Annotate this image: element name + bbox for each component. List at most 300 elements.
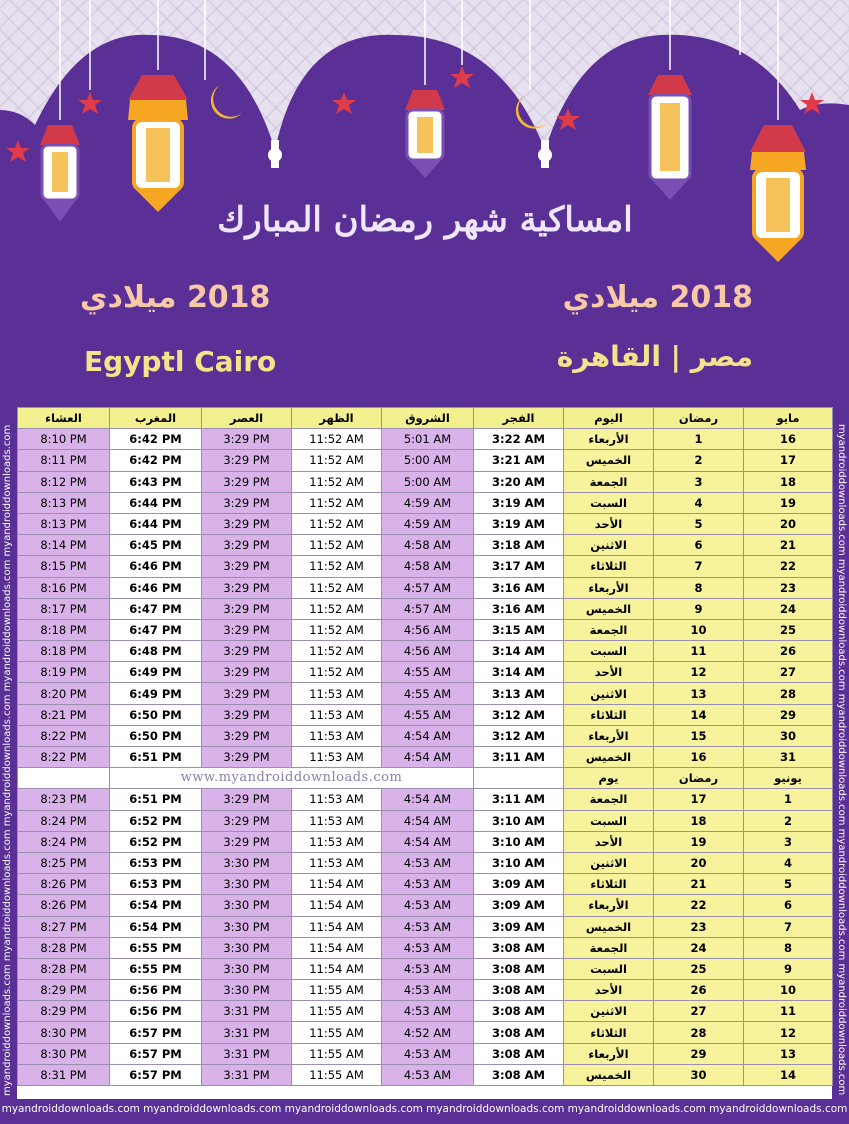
year-right: 2018 ميلادي: [562, 280, 753, 315]
table-cell: 4:53 AM: [382, 1001, 474, 1022]
table-cell: 11:52 AM: [292, 513, 382, 534]
table-cell: 8:25 PM: [18, 852, 110, 873]
table-cell: 3:31 PM: [202, 1022, 292, 1043]
table-cell: 11:52 AM: [292, 577, 382, 598]
table-cell: 8:24 PM: [18, 831, 110, 852]
table-cell: 3:11 AM: [474, 747, 564, 768]
table-cell: 11:53 AM: [292, 810, 382, 831]
table-cell: 3:29 PM: [202, 683, 292, 704]
table-cell: 8:24 PM: [18, 810, 110, 831]
table-cell: 3:10 AM: [474, 810, 564, 831]
table-cell: الأحد: [564, 662, 654, 683]
table-cell: 5: [744, 874, 833, 895]
table-cell: 4:55 AM: [382, 662, 474, 683]
june-header-row: [18, 768, 833, 789]
table-cell: 4:54 AM: [382, 831, 474, 852]
table-cell: الجمعة: [564, 471, 654, 492]
table-row: [18, 598, 833, 619]
table-cell: الثلاثاء: [564, 874, 654, 895]
table-row: [18, 1064, 833, 1085]
bottom-watermark-text: myandroiddownloads.com: [284, 1103, 423, 1115]
table-cell: 20: [744, 513, 833, 534]
table-cell: 5:00 AM: [382, 450, 474, 471]
table-cell: 3:19 AM: [474, 513, 564, 534]
table-cell: 3:30 PM: [202, 852, 292, 873]
table-cell: 8:11 PM: [18, 450, 110, 471]
column-header: العصر: [202, 408, 292, 429]
table-cell: 6:46 PM: [110, 556, 202, 577]
table-cell: الجمعة: [564, 937, 654, 958]
table-cell: 20: [654, 852, 744, 873]
table-cell: 6: [744, 895, 833, 916]
table-cell: 4:59 AM: [382, 492, 474, 513]
table-cell: 3:08 AM: [474, 1064, 564, 1085]
table-cell: 3:29 PM: [202, 619, 292, 640]
table-cell: 3:29 PM: [202, 513, 292, 534]
table-row: [18, 980, 833, 1001]
table-cell: 6:44 PM: [110, 513, 202, 534]
table-cell: 4:58 AM: [382, 556, 474, 577]
table-cell: 6:44 PM: [110, 492, 202, 513]
table-cell: 6:48 PM: [110, 641, 202, 662]
table-cell: 22: [744, 556, 833, 577]
table-cell: 4:53 AM: [382, 874, 474, 895]
table-cell: 6:43 PM: [110, 471, 202, 492]
table-cell: 6:54 PM: [110, 895, 202, 916]
table-cell: 4:56 AM: [382, 641, 474, 662]
table-cell: 23: [744, 577, 833, 598]
table-cell: 3:30 PM: [202, 895, 292, 916]
table-cell: 11:53 AM: [292, 789, 382, 810]
table-cell: 11:54 AM: [292, 937, 382, 958]
table-cell: 4:54 AM: [382, 810, 474, 831]
table-cell: 4:53 AM: [382, 916, 474, 937]
center-watermark: www.myandroiddownloads.com: [110, 768, 474, 789]
lantern-icon: [128, 75, 188, 212]
table-cell: 3:20 AM: [474, 471, 564, 492]
column-header: العشاء: [18, 408, 110, 429]
table-row: [18, 556, 833, 577]
table-cell: 4:53 AM: [382, 1064, 474, 1085]
table-cell: 5: [654, 513, 744, 534]
table-cell: 3:30 PM: [202, 874, 292, 895]
table-cell: الأحد: [564, 980, 654, 1001]
table-cell: 6:42 PM: [110, 450, 202, 471]
table-cell: 3:08 AM: [474, 958, 564, 979]
bottom-watermark-text: myandroiddownloads.com: [426, 1103, 565, 1115]
table-cell: 27: [744, 662, 833, 683]
table-cell: 6:53 PM: [110, 874, 202, 895]
table-cell: 8:30 PM: [18, 1043, 110, 1064]
table-cell: 3:09 AM: [474, 916, 564, 937]
table-cell: 7: [654, 556, 744, 577]
table-cell: 11:52 AM: [292, 619, 382, 640]
column-header: يونيو: [744, 768, 833, 789]
table-cell: 11:52 AM: [292, 556, 382, 577]
table-cell: 3:30 PM: [202, 916, 292, 937]
table-cell: 23: [654, 916, 744, 937]
city-arabic: مصر | القاهرة: [556, 340, 753, 373]
table-cell: 31: [744, 747, 833, 768]
table-cell: 25: [654, 958, 744, 979]
table-cell: السبت: [564, 641, 654, 662]
table-row: [18, 725, 833, 746]
table-cell: 29: [744, 704, 833, 725]
table-row: [18, 1043, 833, 1064]
table-row: [18, 852, 833, 873]
table-cell: 6:52 PM: [110, 810, 202, 831]
table-cell: 3:31 PM: [202, 1064, 292, 1085]
table-cell: 5:01 AM: [382, 429, 474, 450]
table-cell: 4:54 AM: [382, 789, 474, 810]
table-cell: 16: [654, 747, 744, 768]
table-cell: 12: [654, 662, 744, 683]
table-cell: الأربعاء: [564, 895, 654, 916]
table-cell: 3:29 PM: [202, 789, 292, 810]
table-cell: الأحد: [564, 831, 654, 852]
table-cell: 16: [744, 429, 833, 450]
bottom-watermark: [0, 1103, 849, 1119]
table-cell: 6:51 PM: [110, 747, 202, 768]
table-cell: 8:15 PM: [18, 556, 110, 577]
table-cell: 25: [744, 619, 833, 640]
table-cell: 11:54 AM: [292, 916, 382, 937]
prayer-times-table: [17, 407, 833, 1086]
table-cell: 3:21 AM: [474, 450, 564, 471]
side-watermark-right: myandroiddownloads.com myandroiddownloads.com myandroiddownloads.com myandroiddownloads.com myandroiddownloads.com: [836, 424, 847, 1096]
table-cell: 8:13 PM: [18, 492, 110, 513]
bottom-watermark-text: myandroiddownloads.com: [567, 1103, 706, 1115]
table-row: [18, 471, 833, 492]
table-cell: 6:57 PM: [110, 1064, 202, 1085]
table-cell: 28: [744, 683, 833, 704]
column-header: [18, 768, 110, 789]
table-cell: 4:53 AM: [382, 958, 474, 979]
table-cell: 6:57 PM: [110, 1022, 202, 1043]
table-cell: 6:49 PM: [110, 683, 202, 704]
table-cell: 6:56 PM: [110, 980, 202, 1001]
table-cell: 3:14 AM: [474, 641, 564, 662]
table-cell: 4:53 AM: [382, 937, 474, 958]
table-cell: 3:11 AM: [474, 789, 564, 810]
table-row: [18, 747, 833, 768]
table-row: [18, 641, 833, 662]
table-cell: 11:53 AM: [292, 725, 382, 746]
table-cell: 8:23 PM: [18, 789, 110, 810]
table-row: [18, 662, 833, 683]
column-header: المغرب: [110, 408, 202, 429]
table-cell: 11:52 AM: [292, 641, 382, 662]
table-row: [18, 874, 833, 895]
table-cell: الاثنين: [564, 852, 654, 873]
table-cell: 11:52 AM: [292, 492, 382, 513]
table-cell: 8:27 PM: [18, 916, 110, 937]
table-cell: 3:22 AM: [474, 429, 564, 450]
table-row: [18, 895, 833, 916]
table-cell: 3:29 PM: [202, 556, 292, 577]
table-cell: 11:55 AM: [292, 1001, 382, 1022]
table-cell: 3:31 PM: [202, 1001, 292, 1022]
table-row: [18, 535, 833, 556]
lantern-icon: [40, 125, 80, 222]
table-cell: 6:42 PM: [110, 429, 202, 450]
table-cell: 3:13 AM: [474, 683, 564, 704]
table-cell: 10: [654, 619, 744, 640]
table-cell: 4:53 AM: [382, 852, 474, 873]
table-cell: 3:10 AM: [474, 831, 564, 852]
table-cell: 9: [744, 958, 833, 979]
table-cell: 8:28 PM: [18, 937, 110, 958]
table-header-row: [18, 408, 833, 429]
table-cell: 4:57 AM: [382, 598, 474, 619]
table-cell: السبت: [564, 810, 654, 831]
column-header: اليوم: [564, 408, 654, 429]
bottom-watermark-text: myandroiddownloads.com: [1, 1103, 140, 1115]
table-cell: الجمعة: [564, 619, 654, 640]
table-cell: 6:47 PM: [110, 619, 202, 640]
table-cell: السبت: [564, 958, 654, 979]
table-cell: 4:53 AM: [382, 980, 474, 1001]
column-header: الفجر: [474, 408, 564, 429]
table-cell: 10: [744, 980, 833, 1001]
table-row: [18, 958, 833, 979]
table-cell: الثلاثاء: [564, 704, 654, 725]
table-cell: 11:55 AM: [292, 980, 382, 1001]
table-cell: 14: [744, 1064, 833, 1085]
table-cell: 8:14 PM: [18, 535, 110, 556]
table-cell: 13: [654, 683, 744, 704]
table-cell: الاثنين: [564, 1001, 654, 1022]
table-cell: 15: [654, 725, 744, 746]
table-cell: 14: [654, 704, 744, 725]
table-cell: الأربعاء: [564, 577, 654, 598]
table-cell: 3:08 AM: [474, 1001, 564, 1022]
table-cell: 7: [744, 916, 833, 937]
table-cell: 8:30 PM: [18, 1022, 110, 1043]
imsakia-table: [17, 407, 832, 1099]
table-cell: 6:55 PM: [110, 958, 202, 979]
table-cell: 3:29 PM: [202, 492, 292, 513]
table-cell: 8:22 PM: [18, 747, 110, 768]
table-cell: 30: [744, 725, 833, 746]
table-cell: 18: [654, 810, 744, 831]
table-cell: 11:52 AM: [292, 450, 382, 471]
table-cell: 3:29 PM: [202, 747, 292, 768]
table-row: [18, 577, 833, 598]
table-cell: 8: [654, 577, 744, 598]
table-cell: 3:09 AM: [474, 895, 564, 916]
table-cell: 3:09 AM: [474, 874, 564, 895]
table-cell: 3:29 PM: [202, 471, 292, 492]
table-cell: 2: [654, 450, 744, 471]
table-row: [18, 916, 833, 937]
table-cell: 3:29 PM: [202, 662, 292, 683]
table-cell: 3:10 AM: [474, 852, 564, 873]
table-cell: 19: [744, 492, 833, 513]
table-cell: 8:17 PM: [18, 598, 110, 619]
table-cell: 11: [654, 641, 744, 662]
table-cell: 3:08 AM: [474, 980, 564, 1001]
table-cell: 3:29 PM: [202, 810, 292, 831]
table-cell: 3:29 PM: [202, 450, 292, 471]
table-cell: 3:15 AM: [474, 619, 564, 640]
table-cell: 1: [654, 429, 744, 450]
table-cell: الخميس: [564, 598, 654, 619]
table-cell: 4:58 AM: [382, 535, 474, 556]
table-row: [18, 492, 833, 513]
table-cell: 3:29 PM: [202, 831, 292, 852]
table-cell: 3:29 PM: [202, 704, 292, 725]
table-cell: 17: [744, 450, 833, 471]
table-cell: 6:46 PM: [110, 577, 202, 598]
table-cell: 3:30 PM: [202, 937, 292, 958]
table-cell: 3:08 AM: [474, 1043, 564, 1064]
table-cell: 4:59 AM: [382, 513, 474, 534]
lantern-icon: [750, 125, 806, 262]
table-cell: 11:53 AM: [292, 747, 382, 768]
table-cell: 11:55 AM: [292, 1064, 382, 1085]
table-cell: 4:53 AM: [382, 895, 474, 916]
table-cell: 8:16 PM: [18, 577, 110, 598]
table-cell: الخميس: [564, 747, 654, 768]
table-cell: 3:29 PM: [202, 535, 292, 556]
table-cell: 26: [744, 641, 833, 662]
table-cell: 11:52 AM: [292, 471, 382, 492]
column-header: يوم: [564, 768, 654, 789]
table-cell: الأحد: [564, 513, 654, 534]
lantern-icon: [405, 90, 445, 178]
table-cell: الخميس: [564, 450, 654, 471]
table-cell: 4:56 AM: [382, 619, 474, 640]
table-cell: 28: [654, 1022, 744, 1043]
table-cell: 29: [654, 1043, 744, 1064]
table-cell: 11:53 AM: [292, 831, 382, 852]
table-cell: 6:53 PM: [110, 852, 202, 873]
table-cell: 8:12 PM: [18, 471, 110, 492]
table-row: [18, 429, 833, 450]
table-cell: 8:26 PM: [18, 874, 110, 895]
table-cell: 11:52 AM: [292, 429, 382, 450]
table-cell: الخميس: [564, 1064, 654, 1085]
table-cell: 6:51 PM: [110, 789, 202, 810]
table-cell: 8:18 PM: [18, 641, 110, 662]
table-cell: 8:29 PM: [18, 980, 110, 1001]
table-cell: 8:21 PM: [18, 704, 110, 725]
table-cell: 8:13 PM: [18, 513, 110, 534]
table-cell: 11:52 AM: [292, 662, 382, 683]
table-cell: السبت: [564, 492, 654, 513]
table-cell: 18: [744, 471, 833, 492]
table-cell: 3:14 AM: [474, 662, 564, 683]
table-cell: 8:19 PM: [18, 662, 110, 683]
table-cell: الاثنين: [564, 683, 654, 704]
table-cell: 3: [654, 471, 744, 492]
table-cell: 8:31 PM: [18, 1064, 110, 1085]
city-english: Egyptl Cairo: [84, 345, 277, 378]
table-cell: 11:53 AM: [292, 704, 382, 725]
table-cell: 26: [654, 980, 744, 1001]
table-cell: 3:30 PM: [202, 980, 292, 1001]
table-cell: 24: [654, 937, 744, 958]
table-cell: 21: [654, 874, 744, 895]
table-row: [18, 683, 833, 704]
table-cell: الثلاثاء: [564, 1022, 654, 1043]
table-cell: الثلاثاء: [564, 556, 654, 577]
table-cell: 11:52 AM: [292, 535, 382, 556]
table-cell: 6:56 PM: [110, 1001, 202, 1022]
table-cell: 3:17 AM: [474, 556, 564, 577]
table-cell: 1: [744, 789, 833, 810]
table-cell: 21: [744, 535, 833, 556]
table-cell: 3:31 PM: [202, 1043, 292, 1064]
table-cell: الأربعاء: [564, 1043, 654, 1064]
table-cell: 13: [744, 1043, 833, 1064]
table-cell: الجمعة: [564, 789, 654, 810]
table-cell: 8:28 PM: [18, 958, 110, 979]
table-cell: الأربعاء: [564, 725, 654, 746]
table-cell: 22: [654, 895, 744, 916]
table-cell: 6:49 PM: [110, 662, 202, 683]
table-cell: 3:12 AM: [474, 704, 564, 725]
page-title: امساكية شهر رمضان المبارك: [217, 200, 633, 240]
table-cell: 11:55 AM: [292, 1043, 382, 1064]
table-cell: 6:45 PM: [110, 535, 202, 556]
table-cell: 17: [654, 789, 744, 810]
column-header: الشروق: [382, 408, 474, 429]
table-cell: 3:08 AM: [474, 1022, 564, 1043]
table-cell: 3:29 PM: [202, 641, 292, 662]
column-header: رمضان: [654, 768, 744, 789]
table-cell: 11:53 AM: [292, 852, 382, 873]
table-cell: 3:29 PM: [202, 725, 292, 746]
table-row: [18, 704, 833, 725]
table-cell: 8:10 PM: [18, 429, 110, 450]
table-cell: 3:18 AM: [474, 535, 564, 556]
table-cell: 12: [744, 1022, 833, 1043]
table-cell: 11:55 AM: [292, 1022, 382, 1043]
table-row: [18, 937, 833, 958]
table-cell: 3:30 PM: [202, 958, 292, 979]
table-cell: 11: [744, 1001, 833, 1022]
table-cell: 24: [744, 598, 833, 619]
table-cell: 6:47 PM: [110, 598, 202, 619]
table-row: [18, 810, 833, 831]
table-cell: 11:54 AM: [292, 895, 382, 916]
lantern-icon: [648, 75, 692, 200]
table-cell: 8:20 PM: [18, 683, 110, 704]
table-cell: 6:54 PM: [110, 916, 202, 937]
table-cell: 6:55 PM: [110, 937, 202, 958]
table-row: [18, 619, 833, 640]
table-cell: 30: [654, 1064, 744, 1085]
table-cell: 3:29 PM: [202, 429, 292, 450]
table-row: [18, 831, 833, 852]
table-cell: 5:00 AM: [382, 471, 474, 492]
table-cell: 6:57 PM: [110, 1043, 202, 1064]
table-cell: 27: [654, 1001, 744, 1022]
column-header: الظهر: [292, 408, 382, 429]
table-row: [18, 1001, 833, 1022]
table-cell: 11:54 AM: [292, 874, 382, 895]
table-cell: 4: [744, 852, 833, 873]
table-cell: 11:54 AM: [292, 958, 382, 979]
table-cell: 3:29 PM: [202, 598, 292, 619]
table-cell: 8:29 PM: [18, 1001, 110, 1022]
table-cell: الخميس: [564, 916, 654, 937]
table-cell: 11:52 AM: [292, 598, 382, 619]
table-cell: 3:29 PM: [202, 577, 292, 598]
table-row: [18, 1022, 833, 1043]
